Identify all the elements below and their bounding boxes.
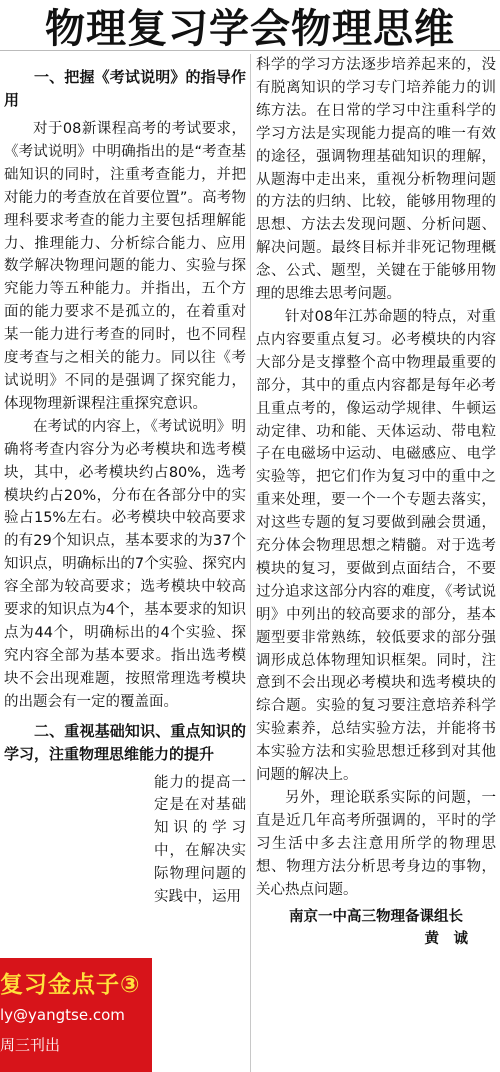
promo-box bbox=[0, 958, 152, 1072]
promo-schedule: 周三刊出 bbox=[0, 1036, 61, 1054]
paragraph-4: 针对08年江苏命题的特点，对重点内容要重点复习。必考模块的内容大部分是支撑整个高中物理最重要的部分，其中的重点内容都是每年必考且重点考的，像运动学规律、牛顿运动定律、功和能、天体运动、带电粒子在电磁场中运动、电磁感应、电学实验等，把它们作为复习中的重中之重来处理，要一个一个专题去落实，对这些专题的复习要做到融会贯通，充分体会物理思想之精髓。对于选考模块的复习，要做到点面结合，不要过分追求这部分内容的难度，《考试说明》中列出的较高要求的部分，基本题型要非常熟练，较低要求的部分强调形成总体物理知识框架。同时，注意到不会出现必考模块和选考模块的综合题。实验的复习要注意培养科学实验素养，总结实验方法，并能将书本实验方法和实验思想迁移到对其他问题的解决上。 bbox=[256, 308, 496, 784]
paragraph-2: 在考试的内容上，《考试说明》明确将考查内容分为必考模块和选考模块，其中，必考模块约占80%，选考模块约占20%，分布在各部分中的实验占15%左右。必考模块中较高要求的有29个知识点，基本要求的为37个知识点，明确标出的7个实验、探究内容全部为较高要求；选考模块中较高要求的知识点为4个，基本要求的知识点为44个，明确标出的4个实验、探究内容全部为基本要求。指出选考模块不会出现难题，按照常理选考模块的出题会有一定的覆盖面。 bbox=[4, 418, 246, 710]
headline: 物理复习学会物理思维 bbox=[0, 0, 500, 51]
paragraph-1: 对于08新课程高考的考试要求，《考试说明》中明确指出的是“考查基础知识的同时，注重考查能力，并把对能力的考查放在首要位置”。高考物理科要求考查的能力主要包括理解能力、推理能力、分析综合能力、应用数学解决物理问题的能力、实验与探究能力等五种能力。并指出，五个方面的能力要求不是孤立的，在着重对某一能力进行考查的同时，也不同程度考查与之相关的能力。同以往《考试说明》不同的是强调了探究能力，体现物理新课程注重探究意识。 bbox=[4, 121, 246, 412]
paragraph-5: 另外，理论联系实际的问题，一直是近几年高考所强调的，平时的学习生活中多去注意用所学的物理思想、物理方法分析思考身边的事物，关心热点问题。 bbox=[256, 790, 496, 898]
paragraph-3-start: 能力的提高一定是在对基础知识的学习中，在解决实际物理问题的实践中，运用 bbox=[154, 774, 246, 906]
author-name: 黄 诚 bbox=[424, 931, 468, 948]
author-organization: 南京一中高三物理备课组长 bbox=[289, 908, 463, 925]
section-2-title: 二、重视基础知识、重点知识的学习，注重物理思维能力的提升 bbox=[4, 721, 246, 763]
promo-email[interactable]: ly@yangtse.com bbox=[0, 1006, 125, 1024]
right-column bbox=[256, 54, 496, 1072]
paragraph-3-continued: 科学的学习方法逐步培养起来的，没有脱离知识的学习专门培养能力的训练方法。在日常的学习中注重科学的学习方法是实现能力提高的唯一有效的途径，强调物理基础知识的理解，从题海中走出来，重视分析物理问题的方法的归纳、比较，能够用物理的思想、方法去发现问题、分析问题、解决问题。最终目标并非死记物理概念、公式、题型，关键在于能够用物理的思维去思考问题。 bbox=[256, 57, 496, 303]
section-1-title: 一、把握《考试说明》的指导作用 bbox=[4, 68, 246, 109]
left-column bbox=[4, 54, 246, 1072]
promo-title: 复习金点子③ bbox=[0, 972, 141, 998]
column-divider bbox=[250, 54, 251, 1072]
